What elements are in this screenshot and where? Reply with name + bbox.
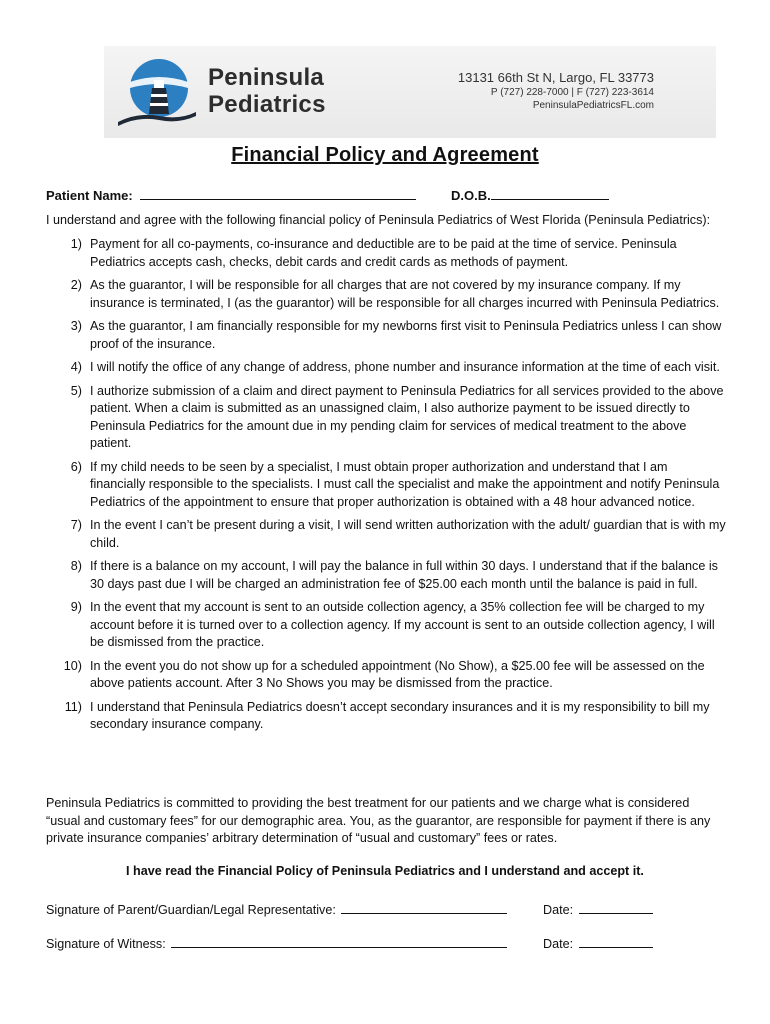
list-item-number: 8) <box>70 559 82 573</box>
parent-date-field <box>543 901 653 917</box>
list-item-text: I authorize submission of a claim and direct payment to Peninsula Pediatrics for all services provided to the above patient. When a claim is submitted as an unassigned claim, I also authorize payment to be issued directly to Peninsula Pediatrics for the amount due in my pending claim for services of medical treatment to the above patient. <box>90 383 724 450</box>
list-item-text: I understand that Peninsula Pediatrics doesn’t accept secondary insurances and it is my responsibility to bill my secondary insurance company. <box>90 699 710 731</box>
list-item-number: 7) <box>70 518 82 532</box>
witness-date-label: Date: <box>543 937 574 951</box>
brand-name <box>208 64 326 118</box>
list-item-text: In the event that my account is sent to an outside collection agency, a 35% collection fee will be charged to my account before it is turned over to a collection agency. If my account is sent to an outside collection agency, I will be dismissed from the practice. <box>90 600 715 649</box>
practice-website: PeninsulaPediatricsFL.com <box>532 100 654 111</box>
affirmation-statement: I have read the Financial Policy of Peninsula Pediatrics and I understand and accept it. <box>126 864 644 878</box>
list-item-text: If my child needs to be seen by a specialist, I must obtain proper authorization and understand that I am financially responsible to the specialists. I must call the specialist and make the appointment and notify Peninsula Pediatrics of the appointment to ensure that proper authorization is obtained with a 48 hour advanced notice. <box>90 459 720 509</box>
parent-signature-field <box>46 901 507 917</box>
closing-paragraph: Peninsula Pediatrics is committed to providing the best treatment for our patients and we charge what is considered “usual and customary fees” for our demographic area. You, as the guarantor, are responsible for payment if there is any private insurance companies’ arbitrary determination of “usual and customary” fees or rates. <box>46 796 711 845</box>
list-item <box>46 459 726 512</box>
dob-field <box>451 187 609 203</box>
list-item-number: 2) <box>70 278 82 292</box>
list-item-text: As the guarantor, I will be responsible for all charges that are not covered by my insurance company. If my insurance is terminated, I (as the guarantor) will be responsible for all charges incurred with Peninsula Pediatrics. <box>90 278 720 310</box>
witness-signature-label: Signature of Witness: <box>46 937 166 951</box>
dob-blank[interactable] <box>491 187 609 200</box>
practice-address: 13131 66th St N, Largo, FL 33773 <box>457 70 654 85</box>
dob-label: D.O.B. <box>451 188 491 203</box>
brand-name-line2: Pediatrics <box>208 91 326 118</box>
list-item-text: In the event you do not show up for a scheduled appointment (No Show), a $25.00 fee will be assessed on the above patients account. After 3 No Shows you may be dismissed from the practice. <box>90 658 705 690</box>
practice-phone-fax: P (727) 228-7000 | F (727) 223-3614 <box>490 87 654 98</box>
list-item <box>46 277 726 312</box>
practice-contact <box>458 70 654 112</box>
lighthouse-logo-icon <box>116 58 198 128</box>
list-item-number: 1) <box>70 237 82 251</box>
list-item <box>46 318 726 353</box>
list-item-text: I will notify the office of any change of address, phone number and insurance information at the time of each visit. <box>90 360 720 374</box>
list-item <box>46 517 726 552</box>
parent-date-label: Date: <box>543 903 574 917</box>
list-item-text: Payment for all co-payments, co-insurance and deductible are to be paid at the time of service. Peninsula Pediatrics accepts cash, checks, debit cards and credit cards as methods of payment. <box>90 237 677 269</box>
policy-list <box>46 236 726 740</box>
list-item-text: If there is a balance on my account, I will pay the balance in full within 30 days. I understand that if the balance is 30 days past due I will be charged an administration fee of $25.00 each month until the balance is paid in full. <box>90 559 718 591</box>
witness-signature-line[interactable] <box>171 935 507 948</box>
parent-signature-line[interactable] <box>341 901 507 914</box>
parent-signature-label: Signature of Parent/Guardian/Legal Representative: <box>46 903 336 917</box>
patient-name-label: Patient Name: <box>46 188 133 203</box>
list-item-number: 4) <box>70 360 82 374</box>
list-item-number: 5) <box>70 383 82 398</box>
list-item <box>46 383 726 453</box>
list-item-number: 9) <box>70 600 82 614</box>
list-item-number: 10) <box>63 658 82 673</box>
intro-paragraph: I understand and agree with the following financial policy of Peninsula Pediatrics of West Florida (Peninsula Pediatrics): <box>46 213 711 227</box>
list-item-text: In the event I can’t be present during a visit, I will send written authorization with the adult/ guardian that is with my child. <box>90 518 726 550</box>
list-item <box>46 236 726 271</box>
brand-name-line1: Peninsula <box>208 64 325 91</box>
list-item <box>46 599 726 652</box>
page-title: Financial Policy and Agreement <box>231 144 539 166</box>
list-item-number: 3) <box>70 319 82 333</box>
witness-signature-field <box>46 935 507 951</box>
list-item <box>46 359 726 377</box>
list-item <box>46 699 726 734</box>
list-item <box>46 558 726 593</box>
list-item-number: 11) <box>64 699 82 714</box>
parent-date-line[interactable] <box>579 901 653 914</box>
patient-name-blank[interactable] <box>140 187 416 200</box>
patient-name-field <box>46 187 416 203</box>
list-item-number: 6) <box>70 459 82 474</box>
list-item-text: As the guarantor, I am financially responsible for my newborns first visit to Peninsula Pediatrics unless I can show proof of the insurance. <box>90 319 722 351</box>
witness-date-line[interactable] <box>579 935 653 948</box>
witness-date-field <box>543 935 653 951</box>
list-item <box>46 658 726 693</box>
